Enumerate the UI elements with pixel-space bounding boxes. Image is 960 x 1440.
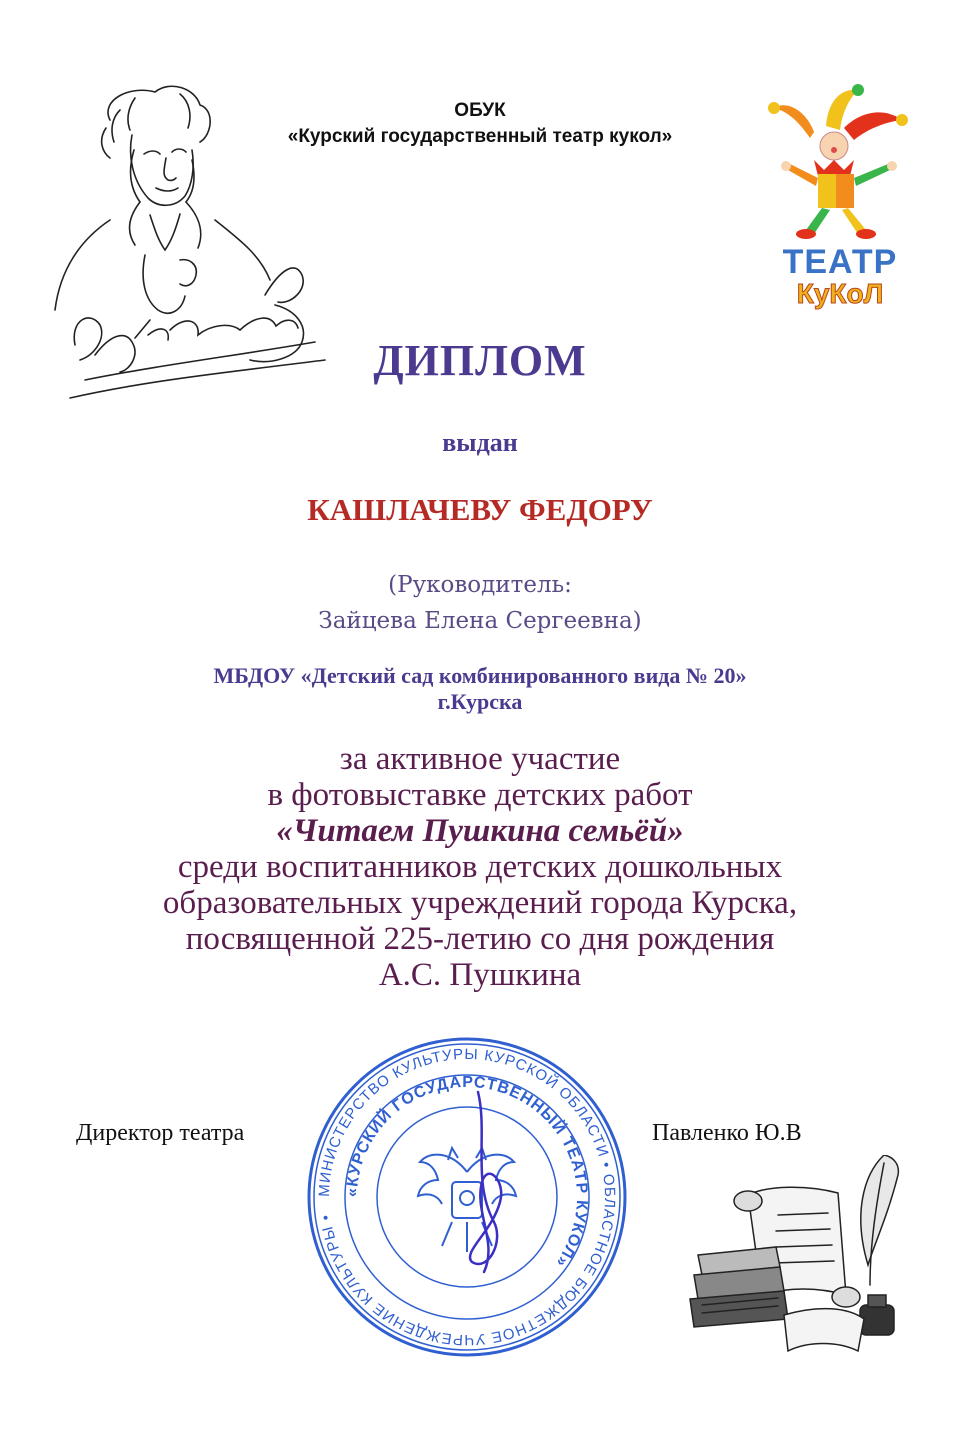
stamp-inner-text: «КУРСКИЙ ГОСУДАРСТВЕННЫЙ ТЕАТР КУКОЛ» (343, 1073, 591, 1271)
reason-line-2: в фотовыставке детских работ (267, 777, 693, 813)
issued-label: выдан (442, 428, 518, 457)
reason-line-1: за активное участие (339, 741, 621, 777)
leader-line-1: (Руководитель: (388, 572, 572, 598)
stamp-outer-text: МИНИСТЕРСТВО КУЛЬТУРЫ КУРСКОЙ ОБЛАСТИ • ОБЛАСТНОЕ БЮДЖЕТНОЕ УЧРЕЖДЕНИЕ КУЛЬТУРЫ • (315, 1045, 619, 1349)
institution-line-1: МБДОУ «Детский сад комбинированного вида № 20» (213, 663, 747, 688)
jester-puppet-icon (766, 80, 914, 240)
event-title: «Читаем Пушкина семьёй» (276, 813, 684, 849)
reason-line-7: А.С. Пушкина (378, 957, 582, 993)
official-stamp (302, 1032, 632, 1362)
recipient-name: КАШЛАЧЕВУ ФЕДОРУ (307, 492, 653, 527)
institution-line-2: г.Курска (437, 689, 523, 714)
books-scroll-quill-illustration (688, 1155, 920, 1355)
org-short-name: ОБУК (454, 100, 506, 121)
reason-line-5: образовательных учреждений города Курска, (162, 885, 798, 921)
logo-line-2: КуКоЛ (796, 278, 884, 309)
diploma-title: ДИПЛОМ (373, 336, 587, 385)
leader-line-2: Зайцева Елена Сергеевна) (318, 608, 642, 634)
logo-line-1: ТЕАТР (782, 243, 898, 281)
director-name: Павленко Ю.В (652, 1120, 802, 1146)
reason-text (0, 741, 960, 993)
reason-line-6: посвященной 225-летию со дня рождения (185, 921, 775, 957)
director-position: Директор театра (76, 1120, 245, 1146)
org-full-name: «Курский государственный театр кукол» (287, 126, 673, 147)
puppet-theatre-logo (766, 80, 914, 309)
reason-line-4: среди воспитанников детских дошкольных (177, 849, 783, 885)
